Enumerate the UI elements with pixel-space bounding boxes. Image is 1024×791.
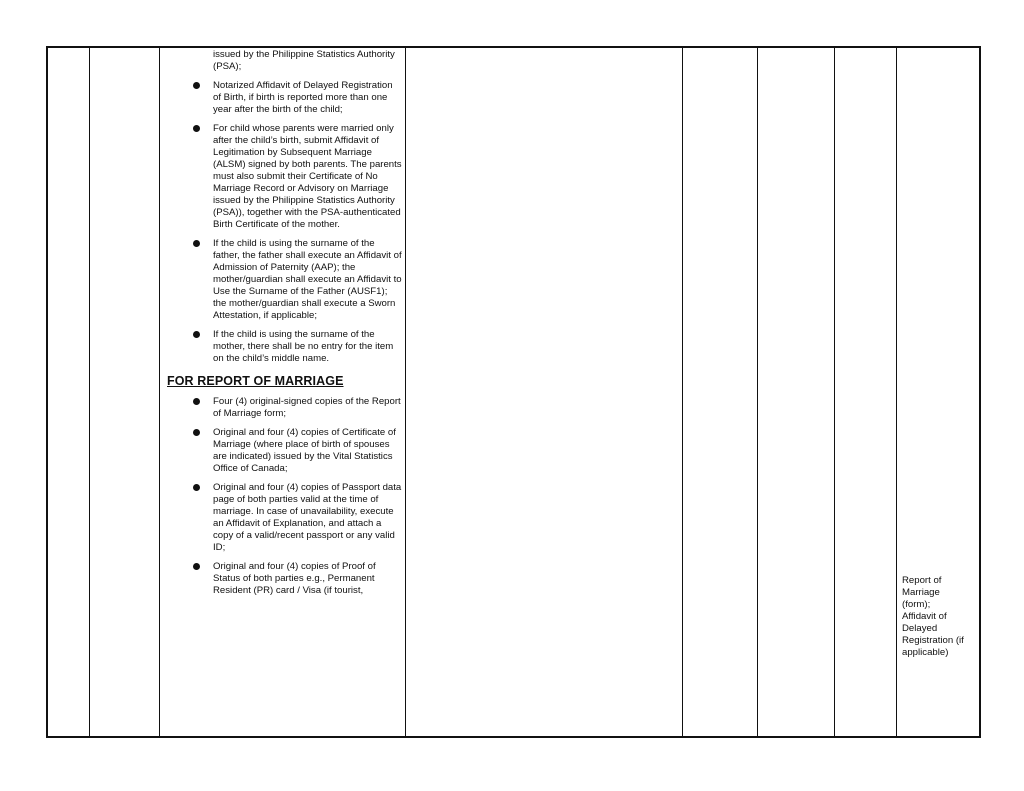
list-item-text: If the child is using the surname of the father, the father shall execute an Affidavit of Admission of Paternity (AAP); the mother/guardian shall execute an Affidavit to Use the Surname of the Father (AUSF1); the mother/guardian shall execute a Sworn Attestation, if applicable; (213, 238, 402, 321)
column-divider (89, 46, 90, 738)
bullet-icon (193, 331, 200, 338)
list-item (163, 396, 403, 420)
list-item (163, 49, 403, 73)
marriage-requirements-list (163, 396, 403, 597)
bullet-icon (193, 125, 200, 132)
section-heading-marriage: FOR REPORT OF MARRIAGE (167, 374, 344, 388)
list-item-text: For child whose parents were married only after the child’s birth, submit Affidavit of Legitimation by Subsequent Marriage (ALSM) signed by both parents. The parents must also submit their Certificate of No Marriage Record or Advisory on Marriage issued by the Philippine Statistics Authority (PSA)), together with the PSA-authenticated Birth Certificate of the mother. (213, 123, 402, 230)
list-item-text: If the child is using the surname of the mother, there shall be no entry for the item on the child’s middle name. (213, 329, 394, 364)
list-item (163, 482, 403, 554)
list-item-text: Original and four (4) copies of Passport data page of both parties valid at the time of marriage. In case of unavailability, execute an Affidavit of Explanation, and attach a copy of a valid/recent passport or any valid ID; (213, 482, 402, 553)
bullet-icon (193, 563, 200, 570)
list-item-text: issued by the Philippine Statistics Authority (PSA); (213, 49, 395, 72)
list-item-text: Original and four (4) copies of Certificate of Marriage (where place of birth of spouses are indicated) issued by the Vital Statistics Office of Canada; (213, 427, 396, 474)
bullet-icon (193, 82, 200, 89)
where-to-secure-cell: Report of Marriage (form); Affidavit of Delayed Registration (if applicable) (902, 575, 964, 658)
list-item (163, 427, 403, 475)
column-divider (834, 46, 835, 738)
birth-requirements-list (163, 49, 403, 365)
bullet-icon (193, 429, 200, 436)
list-item (163, 238, 403, 322)
bullet-icon (193, 398, 200, 405)
column-divider (159, 46, 160, 738)
column-divider (757, 46, 758, 738)
column-divider (896, 46, 897, 738)
requirements-column (163, 49, 403, 735)
list-item (163, 80, 403, 116)
bullet-icon (193, 240, 200, 247)
list-item-text: Four (4) original-signed copies of the Report of Marriage form; (213, 396, 401, 419)
list-item-text: Notarized Affidavit of Delayed Registration of Birth, if birth is reported more than one year after the birth of the child; (213, 80, 393, 115)
list-item-text: Original and four (4) copies of Proof of Status of both parties e.g., Permanent Resident (PR) card / Visa (if tourist, (213, 561, 376, 596)
column-divider (682, 46, 683, 738)
list-item (163, 123, 403, 231)
list-item (163, 329, 403, 365)
list-item (163, 561, 403, 597)
column-divider (405, 46, 406, 738)
bullet-icon (193, 484, 200, 491)
